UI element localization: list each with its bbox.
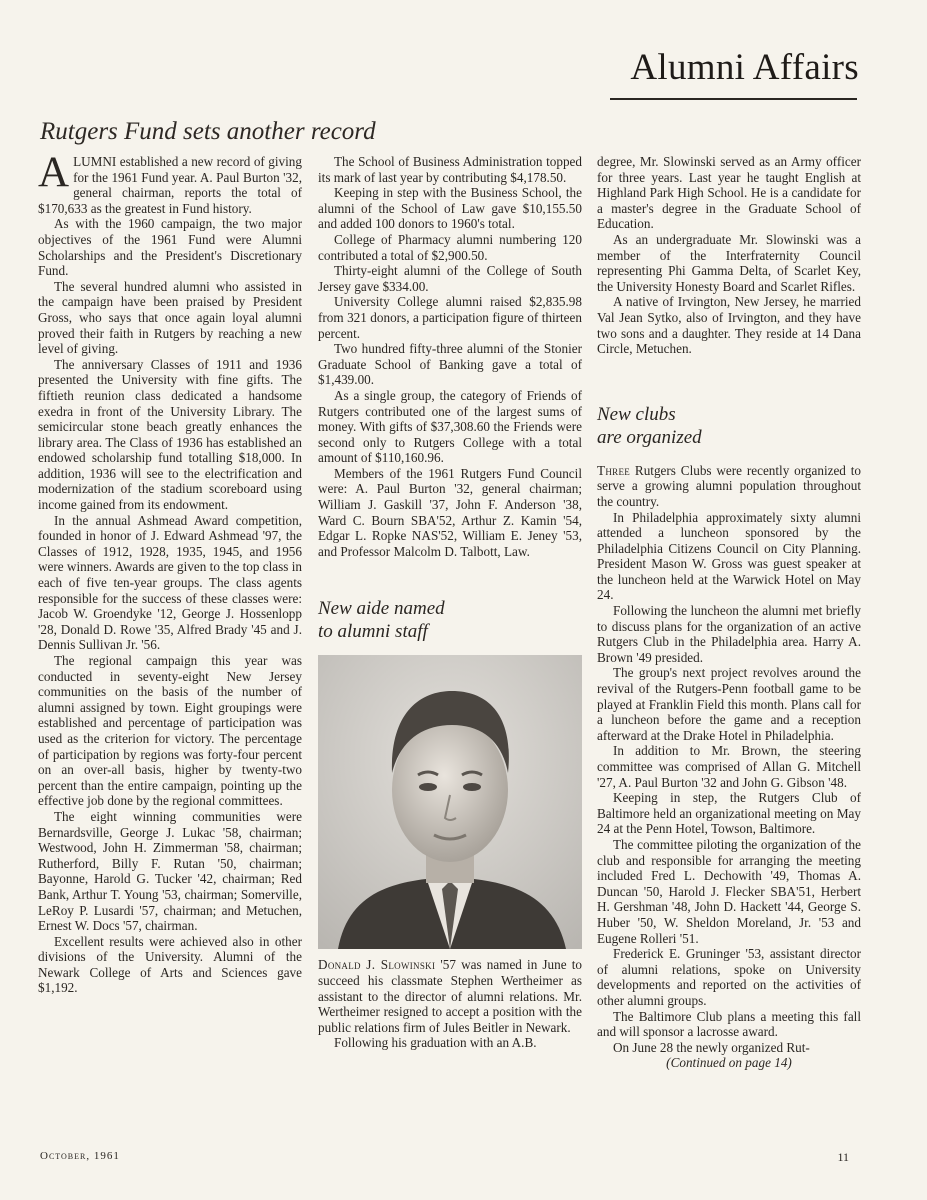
column-1 bbox=[38, 149, 302, 996]
paragraph: Following his graduation with an A.B. bbox=[334, 1035, 537, 1051]
lead-paragraph bbox=[597, 463, 861, 510]
continued-note: (Continued on page 14) bbox=[666, 1055, 792, 1071]
paragraph: Thirty-eight alumni of the College of South Jersey gave $334.00. bbox=[318, 263, 582, 294]
paragraph: As with the 1960 campaign, the two major objectives of the 1961 Fund were Alumni Scholarships and the President's Discretionary Fund. bbox=[38, 216, 302, 279]
lead-word: Three bbox=[597, 462, 631, 478]
paragraph: The School of Business Administration topped its mark of last year by contributing $4,178.50. bbox=[318, 154, 582, 185]
paragraph: The regional campaign this year was conducted in seventy-eight New Jersey communities on the basis of the number of alumni assigned by town. Eight groupings were established and percentage of participation was used as the criterion for victory. The percentage of participation by regions was forty-four percent on an over-all basis, higher by twenty-two percent than the entire campaign, pointing up the effective job done by the regional committees. bbox=[38, 653, 302, 809]
paragraph: The several hundred alumni who assisted in the campaign have been praised by President Gross, who says that once again loyal alumni proved their faith in Rutgers by reaching a new level of giving. bbox=[38, 278, 302, 357]
subhead-line: New aide named bbox=[318, 598, 445, 620]
paragraph: Excellent results were achieved also in other divisions of the University. Alumni of the Newark College of Arts and Sciences gave $1,192. bbox=[38, 933, 302, 996]
column-2 bbox=[318, 154, 582, 1051]
portrait-photo bbox=[318, 655, 582, 949]
lead-paragraph bbox=[38, 149, 302, 216]
paragraph: The group's next project revolves around the revival of the Rutgers-Penn football game to be played at Franklin Field this month. Plans call for a luncheon before the game and a reception afterward at the Drake Hotel in Philadelphia. bbox=[597, 665, 861, 743]
paragraph: Two hundred fifty-three alumni of the Stonier Graduate School of Banking gave a total of $1,439.00. bbox=[318, 341, 582, 388]
paragraph: The anniversary Classes of 1911 and 1936 presented the University with fine gifts. The fiftieth reunion class dedicated a handsome exedra in front of the University Library. The semicircular stone beach greatly enhances the library area. The Class of 1936 has established an endowed scholarship fund totalling $18,000. In addition, 1936 will see to the electrification and modernization of the stadium scoreboard using income gained from its endowment. bbox=[38, 356, 302, 513]
paragraph: The eight winning communities were Bernardsville, George J. Lukac '58, chairman; Westwood, John H. Zimmerman '58, chairman; Rutherford, Billy F. Rutan '50, chairman; Bayonne, Harold G. Tucker '42, chairman; Red Bank, Arthur T. Young '53, chairman; Somerville, LeRoy P. Lusardi '57, chairman; and Metuchen, Ernest W. Docs '57, chairman. bbox=[38, 808, 302, 934]
paragraph: The Baltimore Club plans a meeting this fall and will sponsor a lacrosse award. bbox=[597, 1008, 861, 1040]
paragraph: The committee piloting the organization of the club and responsible for arranging the meeting included Fred L. Dechowith '49, Thomas A. Duncan '50, Harold J. Flecker SBA'51, Herbert H. Gershman '48, John D. Hackett '44, George S. Huber '50, W. Sheldon Moreland, Jr. '53 and Eugene Rolleri '51. bbox=[597, 836, 861, 946]
subhead-line: are organized bbox=[597, 426, 702, 448]
page-number: 11 bbox=[837, 1150, 849, 1164]
paragraph: As an undergraduate Mr. Slowinski was a member of the Interfraternity Council representing Phi Gamma Delta, of Scarlet Key, the University Honesty Board and Scarlet Rifles. bbox=[597, 231, 861, 294]
paragraph: In the annual Ashmead Award competition, founded in honor of J. Edward Ashmead '97, the Classes of 1912, 1928, 1935, 1945, and 1956 were winners. Awards are given to the top class in each of five ten-year groups. The class agents responsible for the success of these classes were: Jacob W. Groendyke '12, George J. Hossenlopp '28, Donald D. Rowe '35, Alfred Brady '45 and J. Dennis Sullivan Jr. '56. bbox=[38, 512, 302, 653]
lead-word: LUMNI bbox=[73, 154, 117, 169]
paragraph: In addition to Mr. Brown, the steering committee was comprised of Allan G. Mitchell '27, A. Paul Burton '32 and John G. Gibson '48. bbox=[597, 743, 861, 790]
caption-text: '57 was named in June to succeed his classmate Stephen Wertheimer as assistant to the director of alumni relations. Mr. Wertheimer resigned to accept a position with the public relations firm of Jules Beitler in Newark. bbox=[318, 957, 582, 1035]
subhead-new-aide bbox=[318, 597, 582, 643]
paragraph: Keeping in step, the Rutgers Club of Baltimore held an organizational meeting on May 24 at the Penn Hotel, Towson, Baltimore. bbox=[597, 790, 861, 837]
headline: Rutgers Fund sets another record bbox=[40, 118, 376, 145]
paragraph: College of Pharmacy alumni numbering 120 contributed a total of $2,900.50. bbox=[318, 231, 582, 263]
subhead-new-clubs bbox=[597, 403, 861, 449]
section-title: Alumni Affairs bbox=[630, 47, 859, 88]
paragraph-text: established a new record of giving for the 1961 Fund year. A. Paul Burton '32, general chairman, reports the total of $170,633 as the greatest in Fund history. bbox=[38, 154, 302, 216]
drop-cap: A bbox=[38, 149, 70, 196]
photo-caption bbox=[318, 957, 582, 1035]
paragraph-text: Rutgers Clubs were recently organized to serve a growing alumni population throughout the country. bbox=[597, 462, 862, 509]
paragraph: Frederick E. Gruninger '53, assistant director of alumni relations, spoke on University developments and reported on the activities of other alumni groups. bbox=[597, 946, 861, 1008]
section-rule bbox=[610, 98, 857, 100]
paragraph: Following the luncheon the alumni met briefly to discuss plans for the organization of an active Rutgers Club in the Philadelphia area. Harry A. Brown '49 presided. bbox=[597, 603, 861, 665]
paragraph: In Philadelphia approximately sixty alumni attended a luncheon sponsored by the Philadelphia Citizens Council on City Planning. President Mason W. Gross was guest speaker at the luncheon held at the Warwick Hotel on May 24. bbox=[597, 509, 861, 603]
paragraph: degree, Mr. Slowinski served as an Army officer for three years. Last year he taught English at Highland Park High School. He is a candidate for a master's degree in the Graduate School of Education. bbox=[597, 154, 861, 232]
caption-name: Donald J. Slowinski bbox=[318, 957, 436, 973]
subhead-line: New clubs bbox=[597, 403, 676, 425]
paragraph: University College alumni raised $2,835.98 from 321 donors, a participation figure of thirteen percent. bbox=[318, 294, 582, 341]
paragraph: A native of Irvington, New Jersey, he married Val Jean Sytko, also of Irvington, and they have two sons and a daughter. They reside at 14 Dana Circle, Metuchen. bbox=[597, 294, 861, 357]
column-3 bbox=[597, 154, 861, 1071]
paragraph: On June 28 the newly organized Rut- bbox=[613, 1039, 810, 1055]
footer-date: October, 1961 bbox=[40, 1150, 120, 1162]
paragraph: Keeping in step with the Business School, the alumni of the School of Law gave $10,155.50 and added 100 donors to 1960's total. bbox=[318, 185, 582, 232]
portrait-illustration bbox=[318, 655, 582, 949]
paragraph: Members of the 1961 Rutgers Fund Council were: A. Paul Burton '32, general chairman; William J. Gaskill '37, John F. Anderson '38, Ward C. Bourn SBA'52, Arthur Z. Kamin '54, Edgar L. Ropke NAS'52, William E. Jeney '53, and Professor Malcolm D. Talbott, Law. bbox=[318, 465, 582, 559]
paragraph: As a single group, the category of Friends of Rutgers contributed one of the largest sums of money. With gifts of $37,308.60 the Friends were second only to Rutgers College with a total amount of $110,160.96. bbox=[318, 387, 582, 466]
subhead-line: to alumni staff bbox=[318, 621, 428, 643]
